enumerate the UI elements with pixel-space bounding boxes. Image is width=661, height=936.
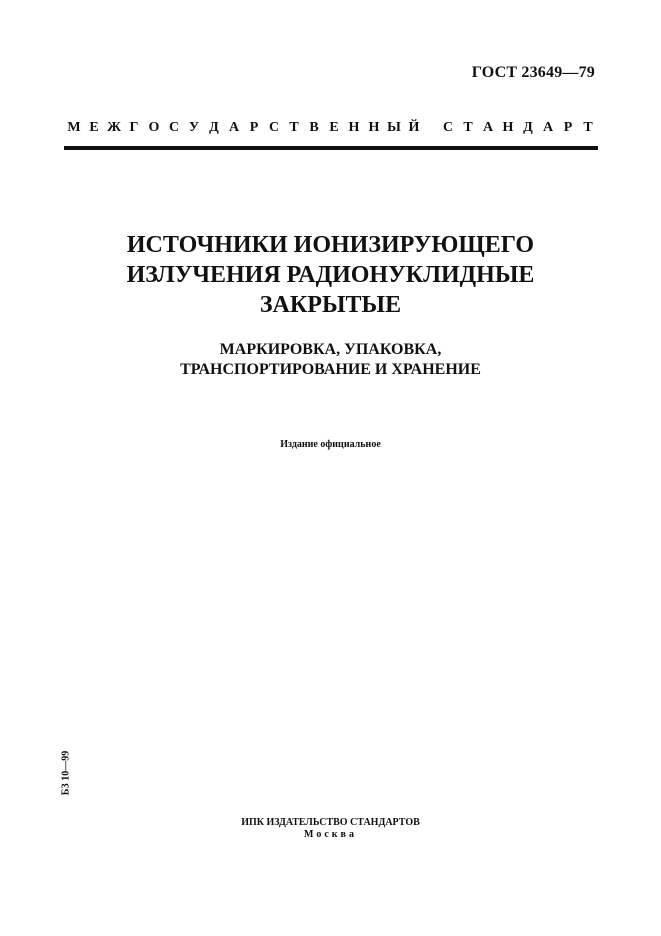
- spaced-letter: М: [67, 120, 81, 135]
- spaced-letter: Т: [583, 120, 593, 135]
- interstate-word-2: [438, 120, 598, 136]
- spaced-letter: С: [268, 120, 280, 135]
- side-code: БЗ 10—99: [60, 750, 72, 796]
- spaced-letter: Т: [289, 120, 299, 135]
- spaced-letter: В: [309, 120, 319, 135]
- spaced-letter: С: [442, 120, 454, 135]
- spaced-letter: Т: [463, 120, 473, 135]
- heading-divider: [64, 146, 598, 150]
- interstate-word-1: [64, 120, 424, 136]
- document-title: [0, 230, 661, 320]
- spaced-letter: А: [542, 120, 554, 135]
- spaced-letter: Д: [209, 120, 219, 135]
- title-line-1: ИСТОЧНИКИ ИОНИЗИРУЮЩЕГО: [126, 232, 535, 258]
- spaced-letter: С: [168, 120, 180, 135]
- subtitle-line-1: МАРКИРОВКА, УПАКОВКА,: [219, 341, 442, 358]
- spaced-letter: Ж: [107, 120, 121, 135]
- spaced-letter: А: [228, 120, 240, 135]
- spaced-letter: Р: [249, 120, 259, 135]
- spaced-letter: Д: [523, 120, 533, 135]
- spaced-letter: Н: [348, 120, 360, 135]
- spaced-letter: Ы: [387, 120, 401, 135]
- publisher: ИПК ИЗДАТЕЛЬСТВО СТАНДАРТОВ: [241, 817, 420, 828]
- interstate-standard-heading: [64, 120, 598, 136]
- spaced-letter: У: [188, 120, 200, 135]
- title-line-3: ЗАКРЫТЫЕ: [259, 292, 402, 318]
- spaced-letter: Н: [368, 120, 380, 135]
- edition-note: Издание официальное: [280, 439, 381, 450]
- spaced-letter: Р: [563, 120, 573, 135]
- spaced-letter: Е: [89, 120, 99, 135]
- document-subtitle: [0, 340, 661, 380]
- spaced-letter: О: [148, 120, 160, 135]
- publisher-city: Москва: [304, 829, 357, 840]
- title-line-2: ИЗЛУЧЕНИЯ РАДИОНУКЛИДНЫЕ: [126, 262, 535, 288]
- spaced-letter: Г: [129, 120, 139, 135]
- spaced-letter: Н: [502, 120, 514, 135]
- spaced-letter: А: [482, 120, 494, 135]
- gost-number: ГОСТ 23649—79: [471, 64, 595, 81]
- spaced-letter: Й: [408, 120, 420, 135]
- spaced-letter: Е: [329, 120, 339, 135]
- subtitle-line-2: ТРАНСПОРТИРОВАНИЕ И ХРАНЕНИЕ: [180, 361, 481, 378]
